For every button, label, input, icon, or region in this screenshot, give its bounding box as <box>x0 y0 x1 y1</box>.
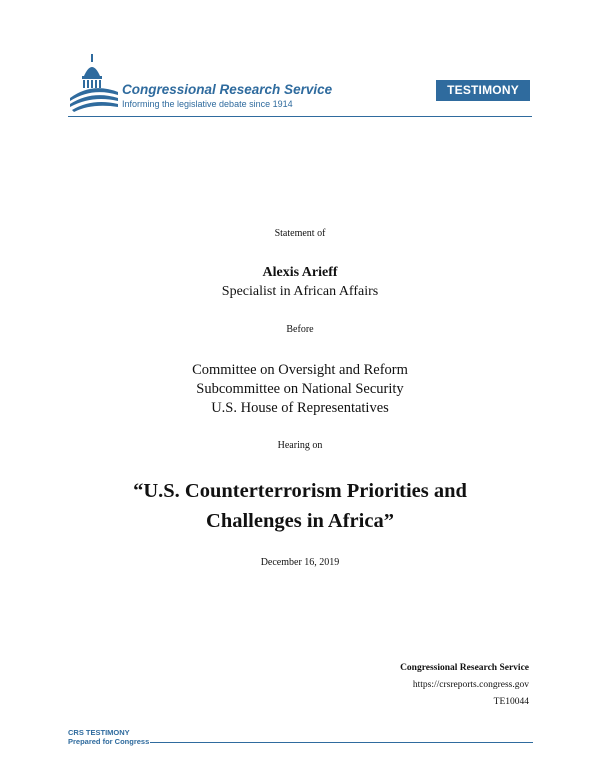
footer-block <box>400 660 529 711</box>
header <box>68 50 532 118</box>
org-name: Congressional Research Service <box>122 82 333 97</box>
hearing-date: December 16, 2019 <box>260 557 340 568</box>
hearing-title-line2: Challenges in Africa” <box>206 510 394 532</box>
bottom-rule <box>150 742 533 743</box>
witness-title: Specialist in African Affairs <box>221 284 379 299</box>
statement-of-label: Statement of <box>274 228 326 239</box>
witness-name: Alexis Arieff <box>262 265 338 280</box>
footer-url[interactable]: https://crsreports.congress.gov <box>412 680 529 690</box>
chamber-name: U.S. House of Representatives <box>211 400 389 416</box>
bottom-label <box>68 728 149 746</box>
capitol-dome-logo-icon <box>68 52 120 112</box>
before-label: Before <box>286 324 314 335</box>
subcommittee-name: Subcommittee on National Security <box>196 381 404 397</box>
report-id: TE10044 <box>493 697 529 707</box>
prepared-for-congress-label: Prepared for Congress <box>68 737 150 746</box>
hearing-title-line1: “U.S. Counterterrorism Priorities and <box>133 480 467 502</box>
footer-org: Congressional Research Service <box>400 663 529 673</box>
testimony-badge: TESTIMONY <box>436 80 530 101</box>
org-tagline: Informing the legislative debate since 1914 <box>122 99 293 109</box>
header-rule <box>68 116 532 117</box>
committee-block <box>0 361 600 418</box>
committee-name: Committee on Oversight and Reform <box>192 362 408 378</box>
hearing-title <box>0 476 600 536</box>
crs-testimony-label: CRS TESTIMONY <box>68 728 130 737</box>
hearing-on-label: Hearing on <box>277 440 323 451</box>
